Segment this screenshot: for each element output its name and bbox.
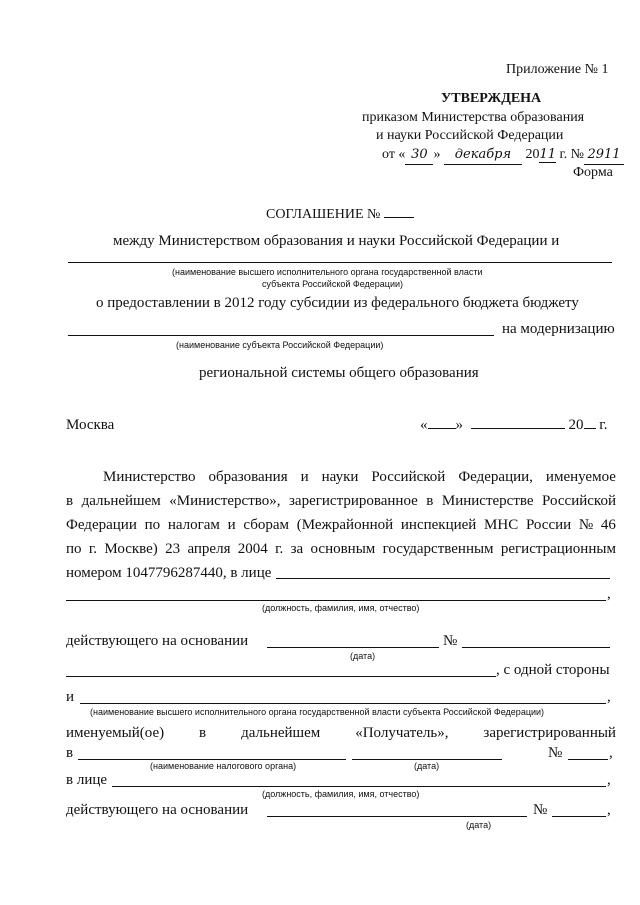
agreement-title-text: СОГЛАШЕНИЕ № <box>266 207 381 222</box>
word: России <box>525 517 572 533</box>
sign-date-g: г. <box>599 417 608 433</box>
paragraph-line-2 <box>66 492 616 510</box>
word: и <box>300 469 309 485</box>
word: «Получатель», <box>355 725 449 741</box>
subject-name-line <box>68 335 494 336</box>
recipient-position-caption: (должность, фамилия, имя, отчество) <box>262 789 420 799</box>
basis-date-caption-2: (дата) <box>466 820 492 830</box>
acting-basis-label-2: действующего на основании <box>66 802 249 818</box>
date-year-prefix: 20 <box>525 147 540 162</box>
word: (Межрайонной <box>296 517 394 533</box>
word: Российской <box>371 469 446 485</box>
word: апреля <box>187 541 231 557</box>
word: именуемое <box>545 469 616 485</box>
word: за <box>290 541 304 557</box>
named-line <box>66 724 616 742</box>
comma-4: , <box>607 772 611 788</box>
recipient-org-blank <box>80 703 606 704</box>
basis-number-sign: № <box>443 633 458 649</box>
basis-blank-2 <box>267 816 527 817</box>
order-number: 2911 <box>584 146 624 165</box>
word: 46 <box>600 517 616 533</box>
basis-date-caption: (дата) <box>350 651 376 661</box>
in-person-label: в лице <box>66 772 108 788</box>
date-day: 30 <box>405 146 433 165</box>
recipient-person-blank <box>112 786 606 787</box>
word: 23 <box>165 541 181 557</box>
word: науки <box>321 469 359 485</box>
comma-3: , <box>609 745 613 761</box>
paragraph-line-3 <box>66 516 616 534</box>
sign-date-day-blank <box>428 428 456 429</box>
comma-2: , <box>607 689 611 705</box>
order-line-2: и науки Российской Федерации <box>376 128 564 143</box>
date-year-suffix: 11 <box>539 147 556 162</box>
system-line: региональной системы общего образования <box>199 365 479 381</box>
number-sign: № <box>570 147 585 162</box>
date-from: от « <box>382 147 406 162</box>
word: налогам <box>167 517 220 533</box>
date-month: декабря <box>444 146 522 165</box>
word: Москве) <box>104 541 158 557</box>
word: дальнейшем <box>241 725 321 741</box>
paragraph-line-4 <box>66 540 616 558</box>
word: основным <box>310 541 376 557</box>
comma-5: , <box>607 802 611 818</box>
org-name-caption-2: субъекта Российской Федерации) <box>262 279 404 289</box>
person-blank-1 <box>276 578 610 579</box>
appendix-label: Приложение № 1 <box>506 62 609 77</box>
sign-date <box>420 416 607 434</box>
org-name-line <box>68 262 612 263</box>
agreement-title <box>266 206 414 224</box>
order-date-line <box>382 146 624 165</box>
sign-date-close: » <box>455 417 463 433</box>
paragraph-line-5: номером 1047796287440, в лице <box>66 565 272 581</box>
word: государственным <box>382 541 494 557</box>
basis-blank <box>267 647 439 648</box>
sign-date-month-blank <box>471 428 565 429</box>
comma-1: , <box>607 586 611 602</box>
sign-date-open: « <box>420 417 428 433</box>
word: зарегистрированный <box>483 725 616 741</box>
form-label: Форма <box>573 165 613 180</box>
word: в <box>426 493 434 509</box>
order-line-1: приказом Министерства образования <box>362 110 585 125</box>
word: в <box>199 725 207 741</box>
modernization-label: на модернизацию <box>502 321 615 337</box>
in-label: в <box>66 745 74 761</box>
word: по <box>66 541 82 557</box>
tax-date-blank <box>352 759 502 760</box>
word: образования <box>208 469 288 485</box>
acting-basis-label: действующего на основании <box>66 633 249 649</box>
between-line: между Министерством образования и науки Российской Федерации и <box>113 233 560 249</box>
person-blank-2 <box>66 600 606 601</box>
word: «Министерство», <box>169 493 281 509</box>
date-mid: » <box>433 147 441 162</box>
word: зарегистрированное <box>289 493 418 509</box>
sign-date-year-blank <box>584 428 596 429</box>
tax-authority-caption: (наименование налогового органа) <box>150 761 297 771</box>
word: МНС <box>484 517 519 533</box>
one-side-label: , с одной стороны <box>496 662 610 678</box>
word: г. <box>88 541 98 557</box>
tax-authority-blank <box>78 759 346 760</box>
subsidy-line: о предоставлении в 2012 году субсидии из федерального бюджета бюджету <box>96 295 579 311</box>
basis-number-blank-2 <box>552 816 606 817</box>
basis-number-sign-2: № <box>533 802 548 818</box>
word: Российской <box>542 493 616 509</box>
word: в <box>66 493 74 509</box>
word: г. <box>275 541 284 557</box>
one-side-blank <box>66 676 496 677</box>
word: регистрационным <box>500 541 616 557</box>
approved-label: УТВЕРЖДЕНА <box>441 91 542 106</box>
and-label: и <box>66 689 75 705</box>
word: № <box>578 517 594 533</box>
org-name-caption-1: (наименование высшего исполнительного органа государственной власти <box>172 267 483 277</box>
word: инспекцией <box>400 517 477 533</box>
agreement-number-blank <box>384 217 414 218</box>
word: Министерстве <box>441 493 534 509</box>
tax-number-sign: № <box>548 745 563 761</box>
basis-number-blank <box>462 647 610 648</box>
recipient-org-caption: (наименование высшего исполнительного органа государственной власти субъекта Российской Федерации) <box>90 707 545 717</box>
word: именуемый(ое) <box>66 725 165 741</box>
subject-name-caption: (наименование субъекта Российской Федерации) <box>176 340 384 350</box>
paragraph-line-1 <box>103 468 616 486</box>
word: дальнейшем <box>81 493 161 509</box>
position-caption: (должность, фамилия, имя, отчество) <box>262 603 420 613</box>
word: по <box>144 517 161 533</box>
word: Министерство <box>103 469 196 485</box>
word: Федерации <box>66 517 137 533</box>
word: Федерации, <box>458 469 533 485</box>
word: и <box>227 517 236 533</box>
date-g: г. <box>559 147 568 162</box>
city-label: Москва <box>66 417 115 433</box>
sign-date-year: 20 <box>568 417 584 433</box>
word: 2004 <box>237 541 268 557</box>
word: сборам <box>243 517 290 533</box>
tax-number-blank <box>568 759 608 760</box>
tax-date-caption: (дата) <box>414 761 440 771</box>
